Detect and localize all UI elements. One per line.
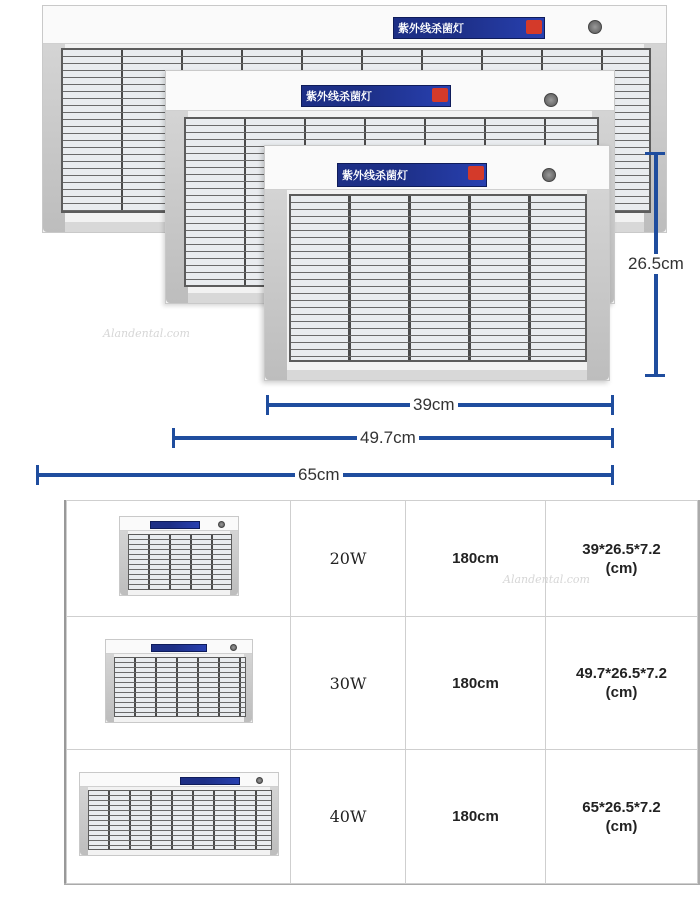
width-small-dimension-label: 39cm [410, 395, 458, 415]
product-label: 紫外线杀菌灯 [337, 163, 487, 187]
switch-knob [588, 20, 602, 34]
width-medium-dimension-label: 49.7cm [357, 428, 419, 448]
watermark-text: Alandental.com [503, 573, 590, 586]
size-cell: 39*26.5*7.2 (cm) [546, 501, 698, 617]
width-large-dimension-label: 65cm [295, 465, 343, 485]
lamp-30w-thumbnail [105, 639, 253, 723]
switch-knob [544, 93, 558, 107]
power-cell: 30W [291, 617, 406, 750]
table-row [67, 617, 698, 750]
cable-length-cell: 180cm [406, 617, 546, 750]
height-dimension-label: 26.5cm [625, 254, 687, 274]
product-label: 紫外线杀菌灯 [393, 17, 545, 39]
lamp-small-image [264, 145, 610, 381]
table-cell-image [67, 501, 291, 617]
size-cell: 65*26.5*7.2 (cm) [546, 750, 698, 884]
table-row [67, 501, 698, 617]
power-cell: 40W [291, 750, 406, 884]
lamp-20w-thumbnail [119, 516, 239, 596]
spec-table [66, 500, 698, 884]
table-cell-image [67, 617, 291, 750]
spec-table-container [48, 500, 700, 885]
table-row [67, 750, 698, 884]
lamp-40w-thumbnail [79, 772, 279, 856]
power-cell: 20W [291, 501, 406, 617]
table-cell-image [67, 750, 291, 884]
size-cell: 49.7*26.5*7.2 (cm) [546, 617, 698, 750]
product-label: 紫外线杀菌灯 [301, 85, 451, 107]
switch-knob [542, 168, 556, 182]
watermark-text: Alandental.com [103, 327, 190, 340]
cable-length-cell: 180cm [406, 750, 546, 884]
cable-length-cell: 180cm [406, 501, 546, 617]
